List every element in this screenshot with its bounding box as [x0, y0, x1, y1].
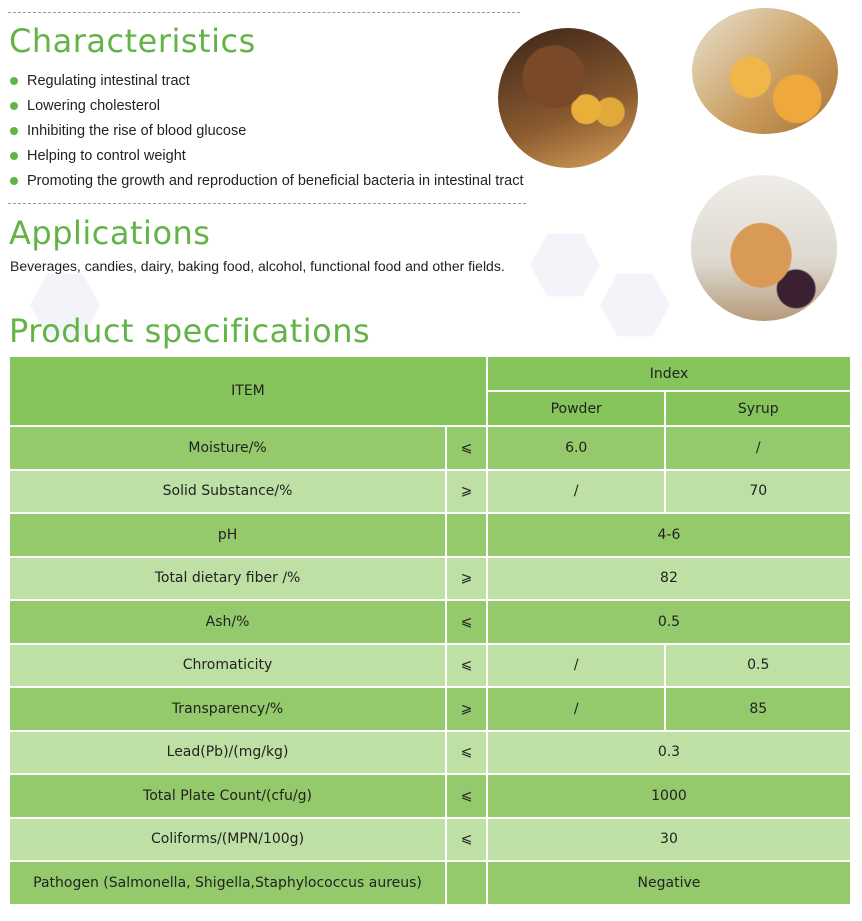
bullet-icon	[10, 152, 18, 160]
bullet-icon	[10, 102, 18, 110]
characteristics-title: Characteristics	[9, 22, 256, 60]
cell-value: 30	[487, 818, 851, 862]
table-row	[9, 426, 851, 470]
beer-photo	[498, 28, 638, 168]
header-powder: Powder	[487, 391, 666, 426]
header-syrup: Syrup	[665, 391, 851, 426]
cell-item: Total Plate Count/(cfu/g)	[9, 774, 446, 818]
applications-text: Beverages, candies, dairy, baking food, alcohol, functional food and other fields.	[10, 258, 505, 274]
pastry-photo	[692, 8, 838, 134]
table-row	[9, 600, 851, 644]
header-index: Index	[487, 356, 851, 391]
specs-title: Product specifications	[9, 312, 371, 350]
cell-sym: ⩽	[446, 600, 487, 644]
cell-powder: 6.0	[487, 426, 666, 470]
bg-hexagon	[530, 230, 600, 300]
cell-value: 1000	[487, 774, 851, 818]
cell-value: 0.3	[487, 731, 851, 775]
cell-value: 4-6	[487, 513, 851, 557]
list-item	[10, 168, 524, 193]
cell-value: 0.5	[487, 600, 851, 644]
bg-hexagon	[600, 270, 670, 340]
cell-syrup: /	[665, 426, 851, 470]
cell-item: Lead(Pb)/(mg/kg)	[9, 731, 446, 775]
cell-item: Transparency/%	[9, 687, 446, 731]
list-item	[10, 68, 524, 93]
table-row	[9, 470, 851, 514]
list-item-text: Lowering cholesterol	[27, 97, 160, 114]
list-item-text: Promoting the growth and reproduction of beneficial bacteria in intestinal tract	[27, 172, 524, 189]
divider	[8, 203, 526, 204]
cell-item: Ash/%	[9, 600, 446, 644]
cell-powder: /	[487, 644, 666, 688]
table-row	[9, 557, 851, 601]
characteristics-list	[10, 68, 524, 193]
table-row	[9, 818, 851, 862]
bullet-icon	[10, 127, 18, 135]
cell-syrup: 85	[665, 687, 851, 731]
cell-sym: ⩽	[446, 426, 487, 470]
cell-sym: ⩽	[446, 731, 487, 775]
cell-value: Negative	[487, 861, 851, 905]
cell-sym: ⩾	[446, 557, 487, 601]
bullet-icon	[10, 77, 18, 85]
cell-sym: ⩾	[446, 687, 487, 731]
cell-syrup: 0.5	[665, 644, 851, 688]
cell-powder: /	[487, 470, 666, 514]
list-item	[10, 93, 524, 118]
cell-item: Pathogen (Salmonella, Shigella,Staphylococcus aureus)	[9, 861, 446, 905]
cell-sym: ⩽	[446, 774, 487, 818]
list-item	[10, 143, 524, 168]
applications-title: Applications	[9, 214, 211, 252]
bullet-icon	[10, 177, 18, 185]
cell-item: Chromaticity	[9, 644, 446, 688]
cell-syrup: 70	[665, 470, 851, 514]
table-row	[9, 687, 851, 731]
table-row	[9, 513, 851, 557]
cell-sym	[446, 861, 487, 905]
header-item: ITEM	[9, 356, 487, 426]
table-row	[9, 731, 851, 775]
table-row	[9, 861, 851, 905]
cell-sym: ⩾	[446, 470, 487, 514]
list-item-text: Regulating intestinal tract	[27, 72, 190, 89]
cell-sym	[446, 513, 487, 557]
specs-table	[8, 355, 852, 906]
table-row	[9, 774, 851, 818]
cell-item: Total dietary fiber /%	[9, 557, 446, 601]
cell-item: Solid Substance/%	[9, 470, 446, 514]
cell-value: 82	[487, 557, 851, 601]
table-row	[9, 644, 851, 688]
list-item	[10, 118, 524, 143]
cell-item: Coliforms/(MPN/100g)	[9, 818, 446, 862]
cell-sym: ⩽	[446, 818, 487, 862]
cell-sym: ⩽	[446, 644, 487, 688]
cell-powder: /	[487, 687, 666, 731]
list-item-text: Helping to control weight	[27, 147, 186, 164]
list-item-text: Inhibiting the rise of blood glucose	[27, 122, 247, 139]
divider	[8, 12, 520, 13]
cell-item: pH	[9, 513, 446, 557]
pancake-photo	[691, 175, 837, 321]
cell-item: Moisture/%	[9, 426, 446, 470]
